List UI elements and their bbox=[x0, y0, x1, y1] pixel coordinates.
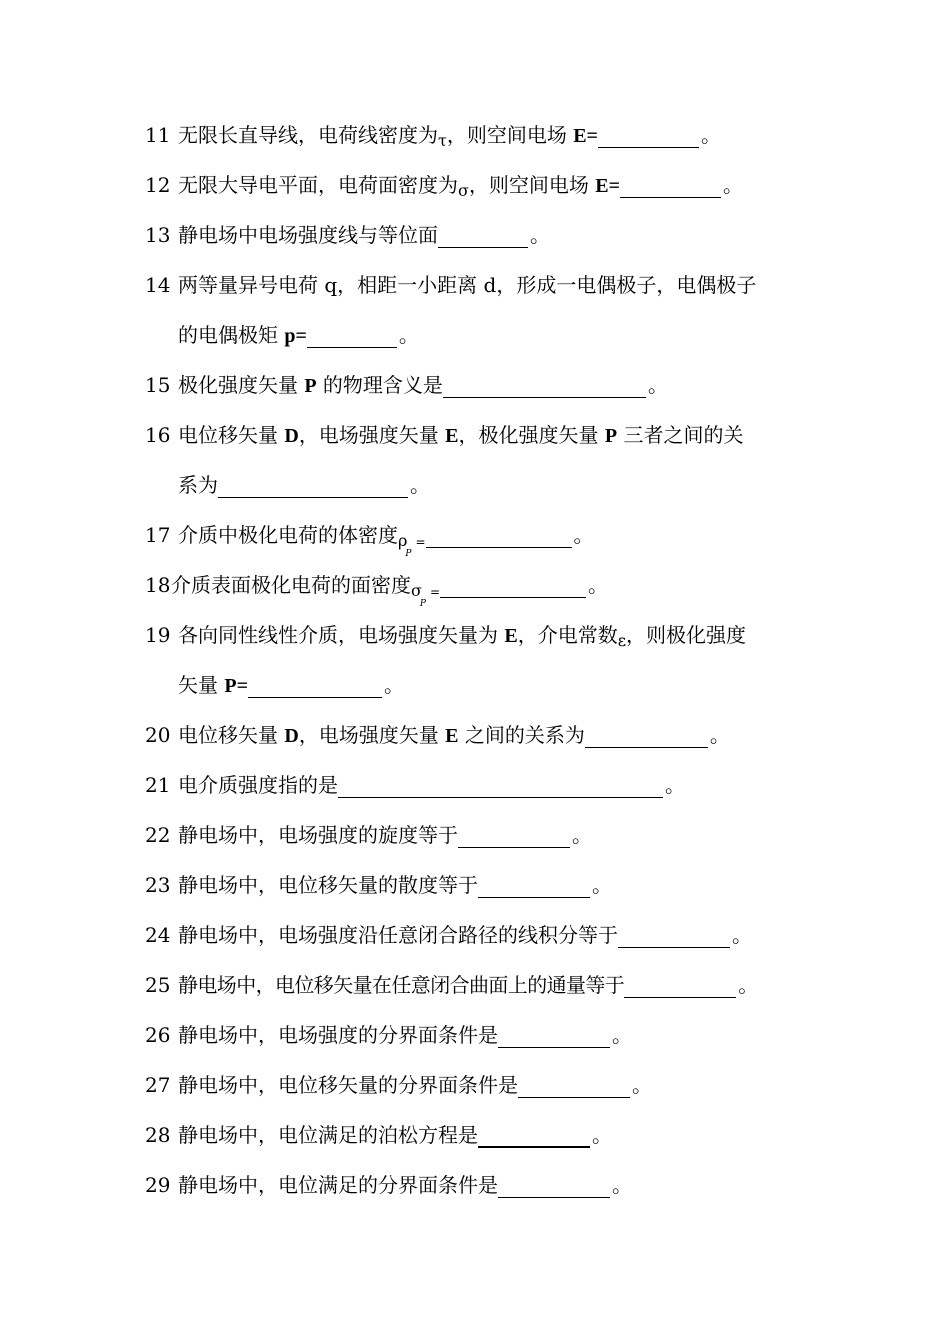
question-text-2: ，则空间电场 bbox=[446, 123, 574, 147]
question-number: 24 bbox=[145, 923, 171, 947]
question-number: 12 bbox=[145, 173, 171, 197]
question-15 bbox=[145, 372, 668, 399]
question-number: 17 bbox=[145, 523, 171, 547]
question-text: 介质表面极化电荷的面密度 bbox=[171, 573, 411, 597]
period: 。 bbox=[398, 323, 419, 347]
tau-symbol: τ bbox=[438, 131, 447, 150]
answer-blank[interactable] bbox=[338, 775, 663, 798]
answer-blank[interactable] bbox=[585, 725, 708, 748]
question-text-2: ，电场强度矢量 bbox=[298, 723, 446, 747]
question-14 bbox=[145, 272, 756, 298]
question-text-cont: 系为 bbox=[178, 473, 218, 497]
answer-blank[interactable] bbox=[478, 1124, 590, 1148]
question-text-3: ，极化强度矢量 bbox=[458, 423, 605, 447]
question-text-3: 之间的关系为 bbox=[458, 723, 585, 747]
question-29 bbox=[145, 1172, 632, 1198]
rho-symbol: ρ bbox=[398, 531, 408, 550]
period: 。 bbox=[592, 1123, 612, 1147]
answer-blank[interactable] bbox=[518, 1075, 630, 1098]
question-14-continuation bbox=[178, 322, 419, 349]
bold-term-2: E bbox=[445, 425, 459, 447]
question-text: 静电场中，电位移矢量的散度等于 bbox=[178, 873, 478, 897]
question-text-cont: 矢量 bbox=[178, 673, 225, 697]
question-text-2: ，介电常数 bbox=[517, 623, 618, 647]
period: 。 bbox=[592, 873, 612, 897]
bold-term: P= bbox=[224, 675, 248, 697]
question-text: 电介质强度指的是 bbox=[178, 773, 338, 797]
question-text: 无限长直导线，电荷线密度为 bbox=[178, 123, 438, 147]
bold-term: D bbox=[284, 725, 299, 747]
question-text: 介质中极化电荷的体密度 bbox=[178, 523, 398, 547]
question-26 bbox=[145, 1022, 632, 1048]
answer-blank[interactable] bbox=[426, 525, 572, 548]
question-13 bbox=[145, 222, 550, 248]
question-text: 静电场中电场强度线与等位面 bbox=[178, 223, 438, 247]
question-19 bbox=[145, 622, 746, 654]
period: 。 bbox=[632, 1073, 652, 1097]
question-text: 电位移矢量 bbox=[178, 423, 285, 447]
answer-blank[interactable] bbox=[598, 125, 699, 148]
question-text: 各向同性线性介质，电场强度矢量为 bbox=[178, 623, 505, 647]
question-text: 极化强度矢量 bbox=[178, 373, 305, 397]
question-22 bbox=[145, 822, 592, 848]
period: 。 bbox=[723, 173, 744, 197]
answer-blank[interactable] bbox=[438, 225, 528, 248]
question-text: 两等量异号电荷 q，相距一小距离 d，形成一电偶极子，电偶极子 bbox=[178, 273, 757, 297]
question-number: 26 bbox=[145, 1023, 171, 1047]
question-17 bbox=[145, 522, 594, 567]
question-number: 20 bbox=[145, 723, 171, 747]
subscript: P bbox=[419, 599, 426, 609]
period: 。 bbox=[383, 673, 404, 697]
answer-blank[interactable] bbox=[498, 1025, 610, 1048]
question-number: 14 bbox=[145, 273, 171, 297]
question-24 bbox=[145, 922, 752, 948]
question-20 bbox=[145, 722, 730, 749]
answer-blank[interactable] bbox=[248, 675, 382, 698]
question-number: 16 bbox=[145, 423, 171, 447]
question-text-2: ，则空间电场 bbox=[468, 173, 596, 197]
bold-term: E= bbox=[573, 125, 598, 147]
question-18 bbox=[145, 572, 608, 617]
answer-blank[interactable] bbox=[478, 875, 590, 898]
question-number: 23 bbox=[145, 873, 171, 897]
bold-term-2: E bbox=[445, 725, 459, 747]
question-text-3: ，则极化强度 bbox=[626, 623, 746, 647]
question-11 bbox=[145, 122, 721, 154]
question-number: 27 bbox=[145, 1073, 171, 1097]
bold-term: E bbox=[504, 625, 518, 647]
question-text: 静电场中，电位满足的分界面条件是 bbox=[178, 1173, 498, 1197]
question-number: 19 bbox=[145, 623, 171, 647]
question-text-cont: 的电偶极矩 bbox=[178, 323, 285, 347]
period: 。 bbox=[647, 373, 668, 397]
question-number: 18 bbox=[145, 573, 171, 597]
question-number: 29 bbox=[145, 1173, 171, 1197]
question-text-4: 三者之间的关 bbox=[617, 423, 744, 447]
sigma-symbol: σ bbox=[411, 581, 422, 600]
answer-blank[interactable] bbox=[458, 825, 570, 848]
question-number: 13 bbox=[145, 223, 171, 247]
question-text: 电位移矢量 bbox=[178, 723, 285, 747]
question-25 bbox=[145, 972, 758, 998]
question-text: 静电场中，电场强度沿任意闭合路径的线积分等于 bbox=[178, 923, 618, 947]
answer-blank[interactable] bbox=[618, 925, 730, 948]
period: 。 bbox=[700, 123, 721, 147]
period: 。 bbox=[410, 473, 430, 497]
answer-blank[interactable] bbox=[440, 575, 586, 598]
period: 。 bbox=[588, 573, 609, 597]
question-number: 11 bbox=[145, 123, 171, 147]
question-19-continuation bbox=[178, 672, 404, 699]
period: 。 bbox=[612, 1173, 632, 1197]
question-27 bbox=[145, 1072, 652, 1098]
question-number: 22 bbox=[145, 823, 171, 847]
equals-sign: = bbox=[429, 585, 441, 599]
answer-blank[interactable] bbox=[624, 975, 736, 998]
period: 。 bbox=[738, 973, 759, 997]
question-number: 28 bbox=[145, 1123, 171, 1147]
question-text: 静电场中，电场强度的旋度等于 bbox=[178, 823, 458, 847]
question-16-continuation bbox=[178, 472, 430, 498]
bold-term: p= bbox=[284, 325, 307, 347]
question-16 bbox=[145, 422, 743, 449]
period: 。 bbox=[732, 923, 752, 947]
answer-blank[interactable] bbox=[498, 1175, 610, 1198]
period: 。 bbox=[573, 523, 594, 547]
question-12 bbox=[145, 172, 743, 204]
subscript: P bbox=[405, 549, 412, 559]
bold-term-3: P bbox=[604, 425, 618, 447]
answer-blank[interactable] bbox=[218, 475, 408, 498]
question-text: 静电场中，电位移矢量在任意闭合曲面上的通量等于 bbox=[178, 973, 625, 997]
period: 。 bbox=[530, 223, 550, 247]
epsilon-symbol: ε bbox=[617, 631, 626, 650]
question-23 bbox=[145, 872, 612, 898]
question-number: 21 bbox=[145, 773, 171, 797]
bold-term: D bbox=[284, 425, 299, 447]
question-text-2: 的物理含义是 bbox=[316, 373, 443, 397]
answer-blank[interactable] bbox=[443, 375, 646, 398]
question-text: 静电场中，电位满足的泊松方程是 bbox=[178, 1123, 478, 1147]
question-text: 静电场中，电位移矢量的分界面条件是 bbox=[178, 1073, 518, 1097]
question-text-2: ，电场强度矢量 bbox=[298, 423, 446, 447]
question-number: 25 bbox=[145, 973, 171, 997]
period: 。 bbox=[709, 723, 730, 747]
question-text: 静电场中，电场强度的分界面条件是 bbox=[178, 1023, 498, 1047]
question-28 bbox=[145, 1122, 612, 1148]
bold-term: E= bbox=[595, 175, 621, 197]
answer-blank[interactable] bbox=[620, 175, 721, 198]
period: 。 bbox=[572, 823, 592, 847]
answer-blank[interactable] bbox=[307, 325, 397, 348]
question-21 bbox=[145, 772, 685, 798]
question-text: 无限大导电平面，电荷面密度为 bbox=[178, 173, 458, 197]
question-number: 15 bbox=[145, 373, 171, 397]
period: 。 bbox=[665, 773, 685, 797]
equals-sign: = bbox=[415, 535, 426, 549]
bold-term: P bbox=[304, 375, 317, 397]
period: 。 bbox=[612, 1023, 632, 1047]
sigma-symbol: σ bbox=[458, 181, 469, 200]
